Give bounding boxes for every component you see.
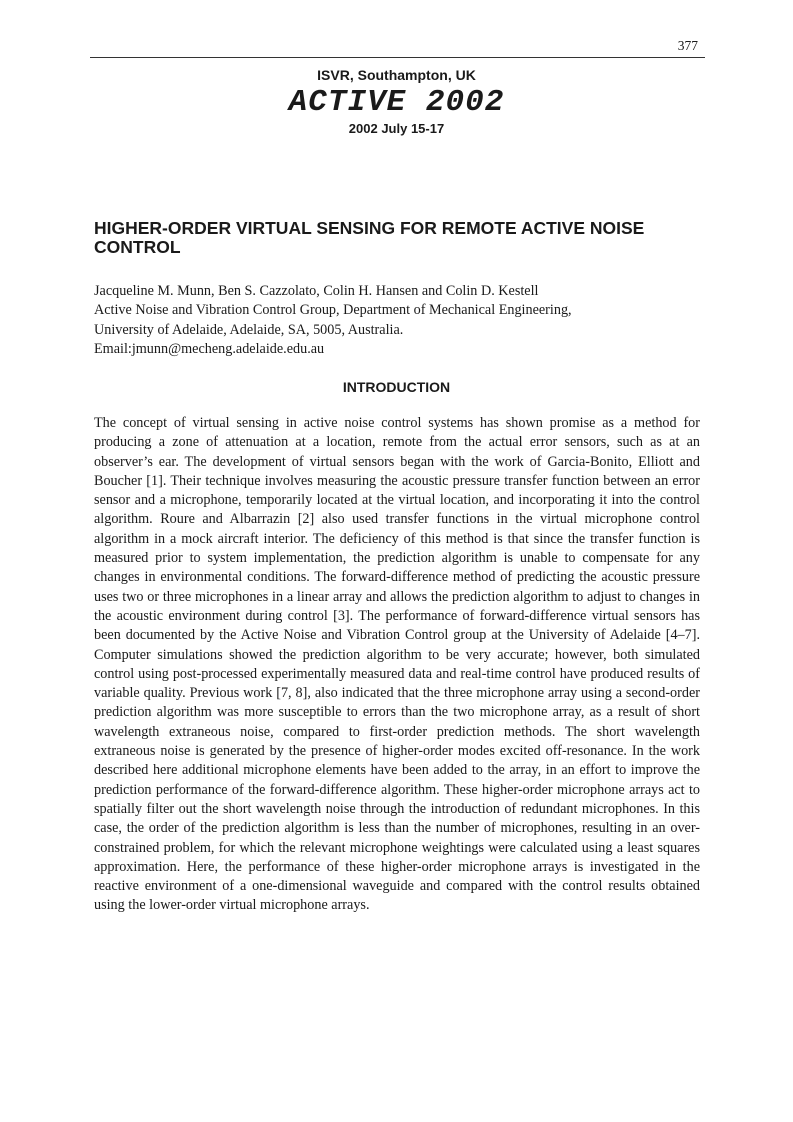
author-block bbox=[94, 282, 709, 359]
introduction-body: The concept of virtual sensing in active noise control systems has shown promise as a method for producing a zone of attenuation at a location, remote from the actual error sensors, such as at an observer’s ear. The development of virtual sensors began with the work of Garcia-Bonito, Elliott and Boucher [1]. Their technique involves measuring the acoustic pressure transfer function between an error sensor and a microphone, temporarily located at the virtual location, and incorporating it into the control algorithm. Roure and Albarrazin [2] also used transfer functions in the virtual microphone control algorithm in a mock aircraft interior. The deficiency of this method is that since the transfer function is measured prior to system implementation, the prediction algorithm is unable to compensate for any changes in environmental conditions. The forward-difference method of predicting the acoustic pressure uses two or three microphones in a linear array and allows the prediction algorithm to adjust to changes in the acoustic environment during control [3]. The performance of forward-difference virtual sensors has been documented by the Active Noise and Vibration Control group at the University of Adelaide [4–7]. Computer simulations showed the prediction algorithm to be very accurate; however, both simulated control using post-processed experimentally measured data and real-time control have produced results of variable quality. Previous work [7, 8], also indicated that the three microphone array using a second-order prediction algorithm was more susceptible to errors than the two microphone array, as a result of short wavelength extraneous noise, compared to first-order prediction methods. The short wavelength extraneous noise is generated by the presence of higher-order modes excited off-resonance. In the work described here additional microphone elements have been added to the array, in an effort to improve the prediction performance of the forward-difference algorithm. These higher-order microphone arrays act to spatially filter out the short wavelength noise through the introduction of redundant microphones. In this case, the order of the prediction algorithm is less than the number of microphones, resulting in an over-constrained problem, for which the relevant microphone weightings were calculated using a least squares approximation. Here, the performance of these higher-order microphone arrays is investigated in the reactive environment of a one-dimensional waveguide and compared with the control results obtained using the lower-order virtual microphone arrays. bbox=[94, 415, 700, 914]
conference-venue: ISVR, Southampton, UK bbox=[317, 67, 476, 83]
conference-name: ACTIVE 2002 bbox=[288, 85, 505, 120]
paper-title: HIGHER-ORDER VIRTUAL SENSING FOR REMOTE ACTIVE NOISE CONTROL bbox=[94, 218, 645, 257]
section-heading-introduction: INTRODUCTION bbox=[342, 379, 451, 395]
conference-header bbox=[0, 66, 793, 137]
email: Email:jmunn@mecheng.adelaide.edu.au bbox=[94, 340, 325, 357]
affiliation-line-2: University of Adelaide, Adelaide, SA, 5005, Australia. bbox=[94, 321, 404, 338]
conference-dates: 2002 July 15-17 bbox=[348, 121, 445, 136]
affiliation-line-1: Active Noise and Vibration Control Group, Department of Mechanical Engineering, bbox=[94, 302, 572, 319]
header-rule bbox=[90, 57, 705, 58]
authors: Jacqueline M. Munn, Ben S. Cazzolato, Colin H. Hansen and Colin D. Kestell bbox=[94, 283, 539, 299]
page-number: 377 bbox=[677, 38, 698, 53]
